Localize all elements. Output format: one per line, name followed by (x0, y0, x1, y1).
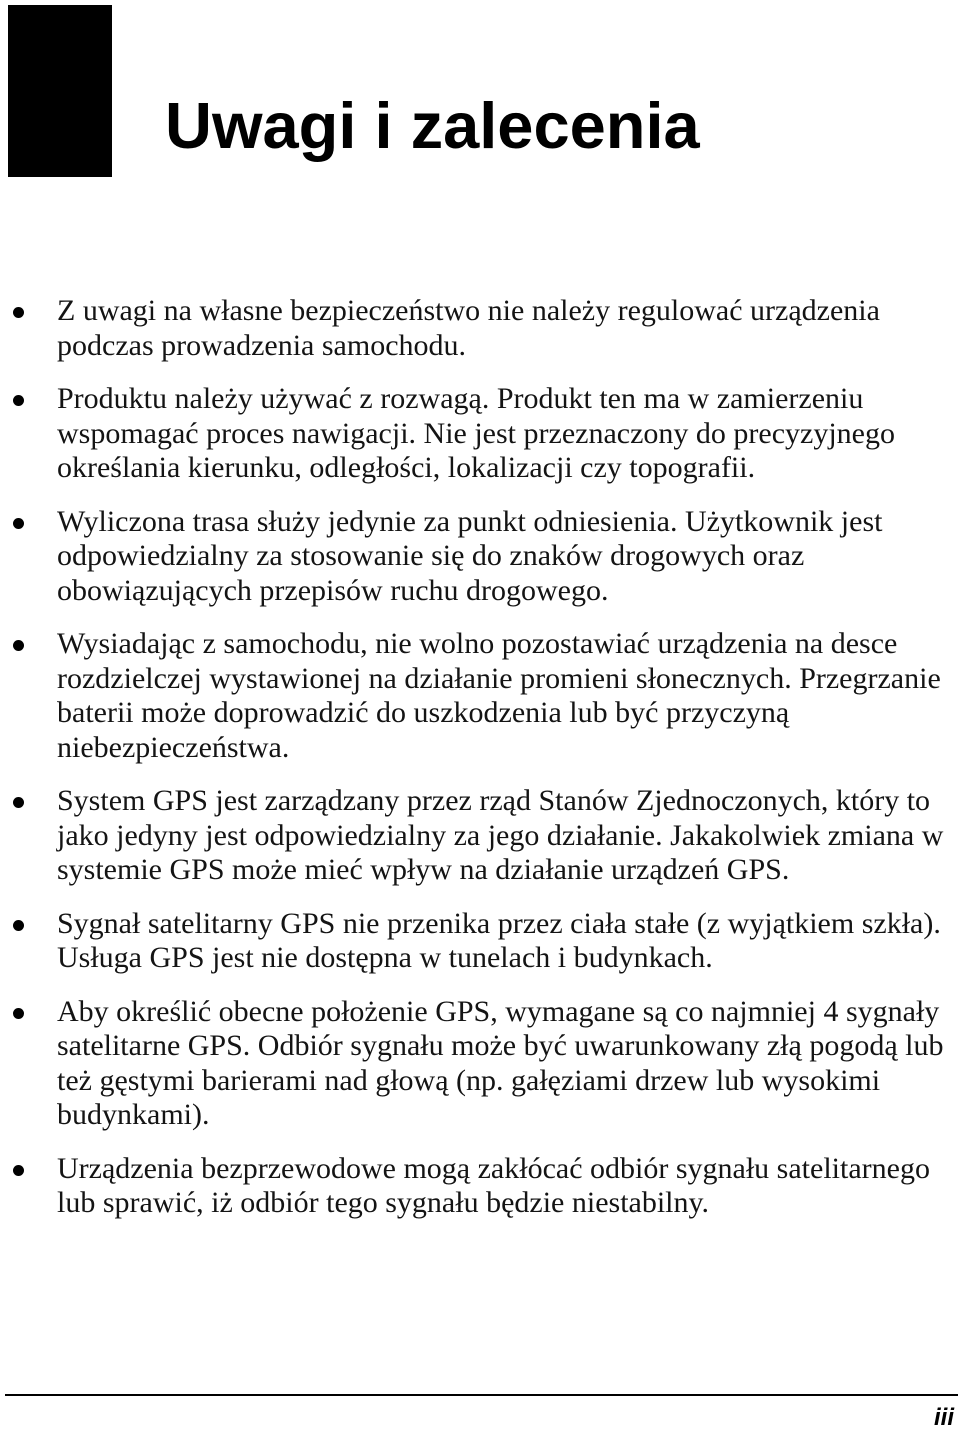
list-item-line: Wysiadając z samochodu, nie wolno pozostawiać urządzenia na desce (57, 627, 898, 660)
list-item (57, 505, 952, 609)
list-item-line: budynkami). (57, 1098, 210, 1131)
list-item-line: Z uwagi na własne bezpieczeństwo nie należy regulować urządzenia (57, 294, 880, 327)
list-item (57, 294, 952, 363)
list-item-line: niebezpieczeństwa. (57, 730, 290, 764)
list-item-line: Aby określić obecne położenie GPS, wymagane są co najmniej 4 sygnały (57, 994, 940, 1028)
list-item (57, 627, 952, 765)
list-item-line: też gęstymi barierami nad głową (np. gałęziami drzew lub wysokimi (57, 1063, 881, 1097)
bullet-dot (13, 307, 24, 318)
list-item-line: Produktu należy używać z rozwagą. Produkt ten ma w zamierzeniu (57, 382, 864, 415)
bullet-dot (13, 518, 24, 529)
bullet-dot (13, 395, 24, 406)
list-item (57, 784, 952, 888)
list-item-line: baterii może doprowadzić do uszkodzenia lub być przyczyną (57, 696, 790, 729)
list-item-line: Wyliczona trasa służy jedynie za punkt odniesienia. Użytkownik jest (57, 504, 883, 538)
list-item (57, 995, 952, 1133)
list-item (57, 1152, 952, 1221)
footer-divider (5, 1394, 958, 1396)
page-title: Uwagi i zalecenia (165, 89, 700, 162)
list-item-line: rozdzielczej wystawionej na działanie promieni słonecznych. Przegrzanie (57, 661, 941, 695)
notes-list (57, 294, 952, 1240)
bullet-dot (13, 640, 24, 651)
list-item-line: System GPS jest zarządzany przez rząd Stanów Zjednoczonych, który to (57, 784, 931, 817)
list-item-line: określania kierunku, odległości, lokalizacji czy topografii. (57, 451, 756, 484)
list-item-line: satelitarne GPS. Odbiór sygnału może być uwarunkowany złą pogodą lub (57, 1029, 944, 1062)
list-item-line: odpowiedzialny za stosowanie się do znaków drogowych oraz (57, 539, 805, 572)
list-item-line: jako jedyny jest odpowiedzialny za jego działanie. Jakakolwiek zmiana w (57, 818, 944, 852)
page-number: iii (933, 1404, 954, 1431)
bullet-dot (13, 1165, 24, 1176)
list-item-line: obowiązujących przepisów ruchu drogowego. (57, 573, 609, 607)
list-item-line: systemie GPS może mieć wpływ na działanie urządzeń GPS. (57, 853, 790, 886)
bullet-dot (13, 1008, 24, 1019)
list-item-line: Urządzenia bezprzewodowe mogą zakłócać odbiór sygnału satelitarnego (57, 1151, 930, 1185)
list-item-line: Sygnał satelitarny GPS nie przenika przez ciała stałe (z wyjątkiem szkła). (57, 906, 941, 940)
list-item-line: lub sprawić, iż odbiór tego sygnału będzie niestabilny. (57, 1186, 710, 1219)
list-item (57, 907, 952, 976)
bullet-dot (13, 920, 24, 931)
list-item-line: podczas prowadzenia samochodu. (57, 328, 467, 362)
list-item-line: Usługa GPS jest nie dostępna w tunelach i budynkach. (57, 941, 713, 974)
bullet-dot (13, 797, 24, 808)
chapter-tab-block (8, 5, 112, 177)
list-item-line: wspomagać proces nawigacji. Nie jest przeznaczony do precyzyjnego (57, 416, 895, 450)
list-item (57, 382, 952, 486)
